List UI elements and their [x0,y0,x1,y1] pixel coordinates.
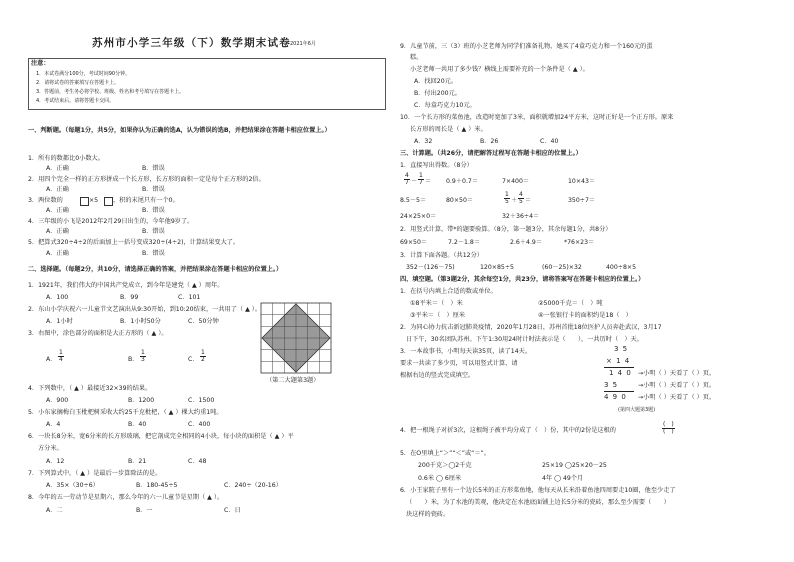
vert-rule [604,391,634,392]
s2-q6: 6．一块长8分米，宽6分米的长方形玻璃，把它剖成完全相同的4小块，每小块的面积是（ ▲ ）平 [28,433,294,440]
option: C．48 [188,458,207,465]
calc-part1: 1．直接写出得数。（8分） [400,162,473,169]
calc-item: *76×23＝ [564,239,595,246]
s1-q2: 2．用四个完全一样的正方形拼成一个长方形，长方形的面积一定是每个正方形的2倍。 [28,176,265,183]
option: A．12 [46,458,65,465]
fraction-blank: ( ) ( ) [663,421,674,435]
plus-sign: ＋ [511,197,518,204]
fill-6-cont: （ ）米，为了水池的美观，他决定在水池底面铺上边长5分米的瓷砖，那么至少需要（ ） [406,499,670,506]
vert-line: 3 5 [614,345,629,353]
option-a: A．正确 [46,186,69,193]
option: C．240÷（20-16） [224,482,282,489]
calc-item: 69×50＝ [400,239,428,246]
s1-q5: 5．把算式320÷4÷2的后面加上一括号变成320÷(4÷2)，计算结果变大了。 [28,239,240,246]
option: B．26 [480,138,499,145]
option-b: B．错误 [142,165,165,172]
fill-item: ④一张银行卡的面积约是18（ ） [538,312,632,319]
q9-question: 小芝老师一共用了多少钱？横线上需要补充的一个条件是（ ▲ ）。 [410,66,589,73]
s2-q3: 3．右图中，涂色部分的面积是大正方形的（ ▲ ）。 [28,330,168,337]
right-column [400,0,766,562]
fraction: $\frac{1}{4}$ [59,349,63,363]
notice-item: 4．考试结束后，请将答题卡交回。 [36,98,115,104]
vert-rule [604,367,634,368]
section3-heading: 三、计算题。（共26分，请把解答过程写在答题卡相应的位置上。） [400,150,582,157]
option-b: B．错误 [142,250,165,257]
compare-item: 4年 ◯ 49个月 [542,475,584,482]
section2-heading: 二、选择题。（每题2分，共10分，请选择正确的答案，并把结果涂在答题卡相应的位置上。） [28,266,283,273]
q10-cont: 长方形的周长是（ ▲ ）米。 [410,126,487,133]
notice-item: 2．请将试卷的答案填写在答题卡上。 [36,80,120,86]
vert-line: 3 5 [604,381,619,389]
section1-heading: 一、判断题。（每题1分，共5分，如果你认为正确的选A，认为错误的选B，并把结果涂在答题卡相应位置上。） [28,127,331,134]
fraction: $\frac{4}{5}$ [519,191,523,205]
fill-6-cont: 块这样的瓷砖。 [406,511,450,518]
option-label: B． [128,356,139,363]
fill-3-cont: 根据右边的竖式完成填空。 [400,372,475,379]
vert-note: →小明（ ）天看了（ ）页。 [638,394,716,401]
equals-sign: ＝ [525,197,532,204]
calc-item: 400÷8×5 [606,264,637,271]
calc-item: 350÷7＝ [568,197,596,204]
option: C．日 [224,507,241,514]
calc-item: 0.9＋0.7＝ [446,178,479,185]
calc-item: 8.5－5＝ [400,197,427,204]
option: A．100 [46,294,69,301]
option-label: C． [188,356,199,363]
fraction: $\frac{1}{2}$ [201,349,205,363]
calc-item: 2.6＋4.9＝ [510,239,543,246]
fraction: $\frac{1}{5}$ [505,191,509,205]
s1-q4: 4．三年级的小飞是2012年2月29日出生的，今年他9岁了。 [28,218,194,225]
fill-item: ③平米＝（ ）厘米 [410,312,466,319]
option: A．1小时 [46,318,73,325]
option: B．1小时50分 [120,318,161,325]
q9: 9．儿童节前，三（3）班的小芝老师为同学们准备礼物，她买了4盒巧克力和一个160元的蛋 [400,43,653,50]
section4-heading: 四、填空题。（第3题2分，其余每空1分，共23分，请将答案写在答题卡相应的位置上。） [400,276,645,283]
s2-q1: 1．1921年，我们伟大的中国共产党成立，到今年是建党（ ▲ ）周年。 [28,282,224,289]
q10: 10．一个长方形的菜鱼池，改造时宽加了3米，面积就增加24平方米，这时正好是一个正方形。原来 [400,114,674,121]
compare-item: 200千克＞◯2千克 [418,462,472,469]
compare-item: 0.6米 ◯ 6厘米 [418,475,462,482]
square-grid-figure [260,302,332,374]
option-a: A．正确 [46,207,69,214]
s2-q6-cont: 方分米。 [38,445,63,452]
minus-sign: － [411,178,418,185]
vert-caption: (第四大题第3题) [618,407,656,413]
vert-line: 4 9 0 [604,393,627,401]
calc-part2: 2．用竖式计算，带*的题要验算。（8分，第一题3分，其余每题1分，共8分） [400,226,612,233]
compare-item: 25×19 ◯25×20－25 [542,462,607,469]
option: B．99 [120,294,139,301]
option: C．50分钟 [188,318,219,325]
s2-q4: 4．下列数中，（ ▲ ）最接近32×39的结果。 [28,385,152,392]
option: A．找回20元。 [414,78,458,85]
option: A．4 [46,421,61,428]
option: A．32 [414,138,433,145]
q9-cont: 糕。 [410,54,423,61]
option: B．40 [128,421,147,428]
option: B．180-45÷5 [136,482,178,489]
s2-q8: 8．今年的五一劳动节是星期六，那么今年的六一儿童节是星期（ ▲ ）。 [28,494,224,501]
vert-line: 1 4 0 [609,369,632,377]
s2-q5: 5．小东家摘梅白玉枇杷树采收大约25千克枇杷，（ ▲ ）棵大约重1吨。 [28,409,223,416]
calc-item: 80×50＝ [446,197,474,204]
fraction: $\frac{1}{7}$ [419,172,423,186]
option: C．400 [188,421,211,428]
option: B．一 [136,507,153,514]
option: A．35×（30÷6） [46,482,99,489]
option: A．二 [46,507,63,514]
fill-5: 5．在O里填上“＞”“＜”或“＝”。 [400,450,490,457]
s1-q3-post: ，积的末尾只有一个0。 [113,197,179,204]
fill-3: 3．一本故事书，小明每天读35页，读了14天。 [400,348,532,355]
s2-q7: 7．下列算式中，（ ▲ ）是最后一步算除法的是。 [28,470,162,477]
exam-date: 2021年6月 [290,41,316,47]
fill-3-cont: 要求一共读了多少页，可以用竖式计算，请 [400,360,518,367]
option: C．101 [178,294,201,301]
calc-item: 10×43＝ [568,178,596,185]
option-b: B．错误 [142,186,165,193]
figure-caption: （第二大题第3题） [266,377,320,384]
option-label: A． [46,356,57,363]
notice-label: 注意： [31,60,50,67]
page-title: 苏州市小学三年级（下）数学期末试卷 [92,37,291,49]
calc-item: 24×25×0＝ [400,213,437,220]
equals-sign: ＝ [425,178,432,185]
calc-item: 7.2－1.8＝ [448,239,481,246]
vert-note: →小明（ ）天看了（ ）页。 [638,370,716,377]
notice-item: 1．本试卷满分100分，考试时间90分钟。 [36,71,131,77]
fill-6: 6．小王家院子里有一个边长5米的正方形菜鱼地，他每天从长米沿着鱼池四周要走10圈，他至少走了 [400,487,676,494]
option: B．1200 [128,397,155,404]
calc-item: 352－(126－75) [406,264,455,271]
option: B．21 [128,458,147,465]
fill-item: ①8平米＝（ ）米 [410,300,463,307]
option: C．40 [540,138,559,145]
option-b: B．错误 [142,228,165,235]
calc-item: 32＋36÷4＝ [502,213,540,220]
option-a: A．正确 [46,165,69,172]
vert-note: →小明（ ）天看了（ ）页。 [638,382,716,389]
calc-item: (60－25)×32 [542,264,582,271]
s2-q2: 2．东山小学庆祝六一儿童节文艺演出从9:30开始，到10:20结束，一共用了（ ▲ ）。 [28,306,262,313]
blank-square [80,197,89,206]
option: A．900 [46,397,69,404]
fraction: $\frac{4}{7}$ [405,172,409,186]
fill-4: 4．把一根绳子对折3次，这根绳子被平均分成了（ ）份，其中的2份是这根的 [400,427,616,434]
calc-item: 7×400＝ [502,178,530,185]
option: C．每盒巧克力10元。 [414,102,476,109]
s1-q1: 1．所有的数都比0小数大。 [28,155,104,162]
s1-q3-pre: 3．两位数的 [28,197,63,204]
blank-square [104,197,113,206]
vert-line: × 1 4 [606,357,631,365]
left-column [28,0,390,562]
calc-part3: 3．计算下面各题。（共12分） [400,252,483,259]
calc-item: 120×85÷5 [480,264,514,271]
option-b: B．错误 [142,207,165,214]
option-a: A．正确 [46,250,69,257]
fraction: $\frac{1}{3}$ [141,349,145,363]
fill-item: ②5000千克＝（ ）吨 [538,300,603,307]
option: C．1500 [188,397,215,404]
notice-item: 3．答题前，考生务必将学校、班级、姓名和考号填写在答题卡上。 [36,89,185,95]
fill-2-cont: 日下午，30名团队苏州。下午1:30用24时计时法表示是（ ），一共历时（ ）天。 [406,336,643,343]
option: B．付出200元。 [414,90,461,97]
fill-2: 2．为同心协力抗击新冠肺炎疫情，2020年1月28日，苏州首批18位医护人员奔赴武汉，3月17 [400,324,662,331]
s1-q3-mid: ×5 [89,197,99,204]
fill-1: 1．在括号内填上合适的数或单位。 [400,288,497,295]
option-a: A．正确 [46,228,69,235]
